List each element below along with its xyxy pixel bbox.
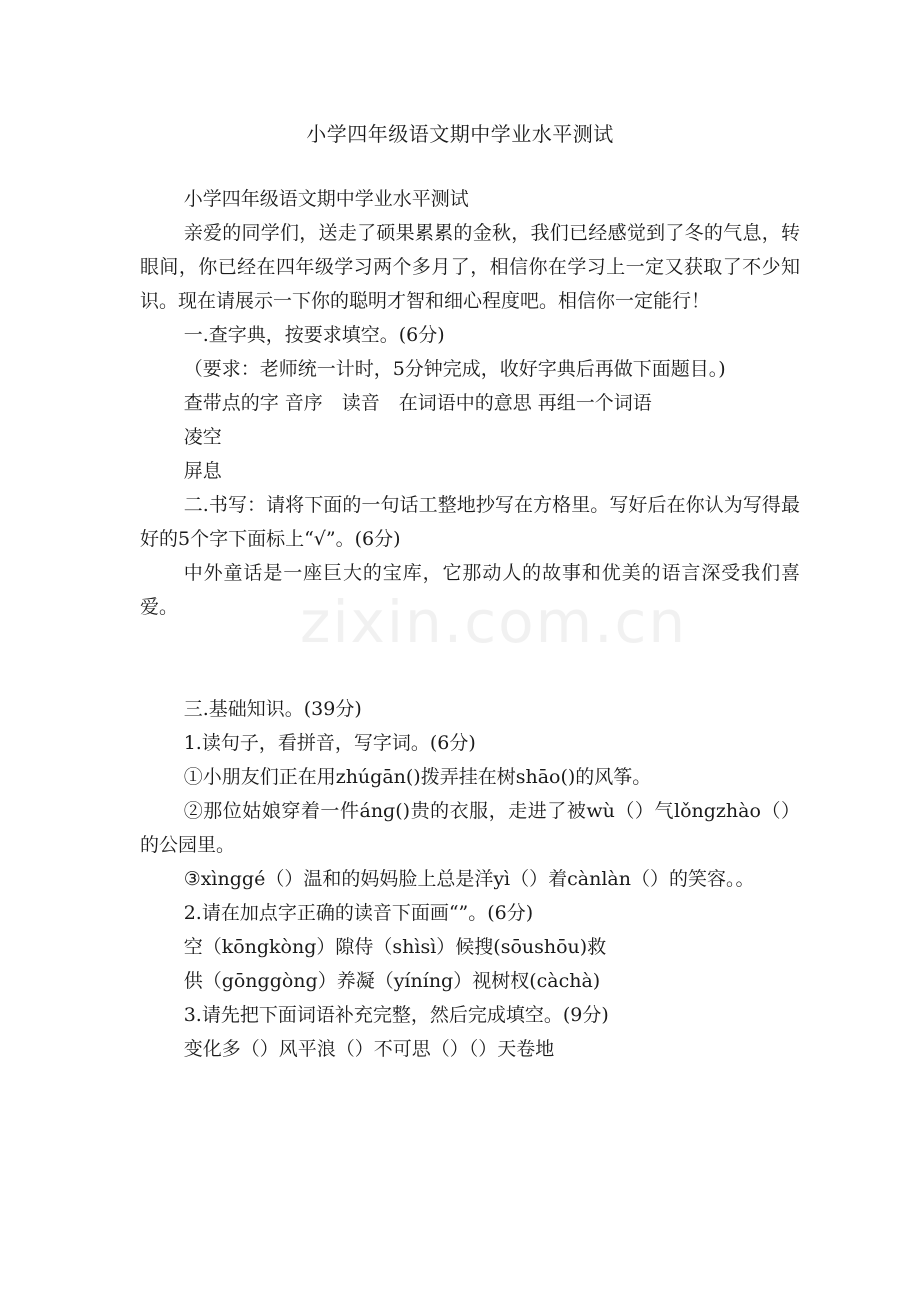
question-3-line-1: 变化多（）风平浪（）不可思（）（）天卷地 bbox=[183, 1038, 555, 1060]
section-one-requirement: （要求：老师统一计时，5分钟完成，收好字典后再做下面题目。) bbox=[183, 358, 726, 380]
question-1-item-1: ①小朋友们正在用zhúgān()拨弄挂在树shāo()的风筝。 bbox=[183, 766, 652, 788]
question-2-heading: 2.请在加点字正确的读音下面画“”。(6分) bbox=[183, 902, 534, 924]
intro-paragraph: 亲爱的同学们，送走了硕果累累的金秋，我们已经感觉到了冬的气息，转眼间，你已经在四年级学习两个多月了，相信你在学习上一定又获取了不少知识。现在请展示一下你的聪明才智和细心程度吧。相信你一定能行！ bbox=[140, 222, 800, 312]
question-1-heading: 1.读句子，看拼音，写字词。(6分) bbox=[183, 732, 476, 754]
subtitle-paragraph: 小学四年级语文期中学业水平测试 bbox=[183, 188, 469, 210]
section-three-heading: 三.基础知识。(39分) bbox=[183, 698, 362, 720]
watermark-text: zixin.com.cn bbox=[300, 588, 688, 656]
section-one-heading: 一.查字典，按要求填空。(6分) bbox=[183, 324, 445, 346]
dictionary-table-header: 查带点的字 音序 读音 在词语中的意思 再组一个词语 bbox=[183, 392, 652, 414]
document-title: 小学四年级语文期中学业水平测试 bbox=[306, 122, 614, 146]
blank-space bbox=[140, 624, 800, 692]
question-1-item-2: ②那位姑娘穿着一件ánɡ()贵的衣服，走进了被wù（）气lǒngzhào（）的公园里。 bbox=[140, 800, 800, 856]
question-2-line-1: 空（kōngkòng）隙侍（shìsì）候搜(sōushōu)救 bbox=[183, 936, 607, 958]
dictionary-word-2: 屏息 bbox=[183, 460, 222, 482]
question-3-heading: 3.请先把下面词语补充完整，然后完成填空。(9分) bbox=[183, 1004, 609, 1026]
dictionary-word-1: 凌空 bbox=[183, 426, 222, 448]
section-two-heading: 二.书写：请将下面的一句话工整地抄写在方格里。写好后在你认为写得最好的5个字下面标上“√”。(6分) bbox=[140, 494, 800, 550]
copy-sentence: 中外童话是一座巨大的宝库，它那动人的故事和优美的语言深受我们喜爱。 bbox=[140, 562, 800, 618]
question-1-item-3: ③xìnggé（）温和的妈妈脸上总是洋yì（）着cànlàn（）的笑容。。 bbox=[183, 868, 755, 890]
document-body bbox=[140, 182, 800, 1066]
question-2-line-2: 供（gōnggòng）养凝（yíníng）视树杈(càchà) bbox=[183, 970, 601, 992]
